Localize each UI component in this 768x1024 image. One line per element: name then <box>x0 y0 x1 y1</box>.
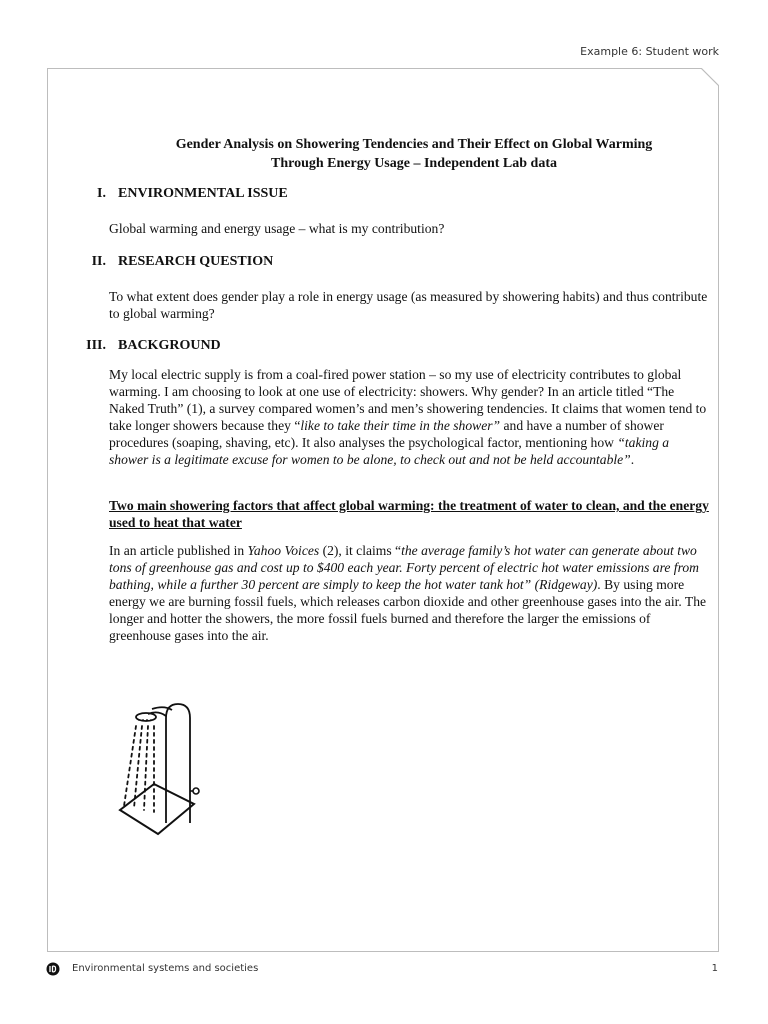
background-p2-text-a: In an article published in <box>109 543 248 558</box>
section-heading-research-question <box>76 254 273 270</box>
document-title <box>48 135 718 173</box>
section-number: II. <box>91 254 106 269</box>
document-header-label: Example 6: Student work <box>580 45 719 58</box>
background-p2-text-e: . By using more energy we are burning fossil fuels, which releases carbon dioxide and other greenhouse gases into the air. The longer and hotter the showers, the more fossil fuels burned and therefore the larger the emissions of greenhouse gases into the air. <box>109 577 707 643</box>
quote-take-time: like to take their time in the shower” <box>300 418 501 433</box>
section-heading-environmental-issue <box>76 186 288 202</box>
background-p1-text-e: . <box>630 452 635 467</box>
section-heading-background <box>76 338 221 354</box>
footer-course-name: Environmental systems and societies <box>72 963 259 974</box>
section-number: I. <box>97 186 106 201</box>
shower-icon <box>116 696 206 851</box>
quote-hot-water: the average family’s hot water can generate about two tons of greenhouse gas and cost up to $400 each year. Forty percent of electric hot water emissions are from bathing, while a further 30 percent are simply to keep the hot water tank hot” (Ridgeway) <box>109 543 699 592</box>
source-yahoo-voices: Yahoo Voices <box>247 543 320 558</box>
section-title: RESEARCH QUESTION <box>118 254 274 269</box>
page-number: 1 <box>711 963 718 974</box>
section-title: BACKGROUND <box>118 338 221 353</box>
background-paragraph-2 <box>109 542 709 644</box>
section-title: ENVIRONMENTAL ISSUE <box>118 186 288 201</box>
issue-text: Global warming and energy usage – what is my contribution? <box>109 221 445 236</box>
background-paragraph-1 <box>109 366 709 468</box>
background-p2-text-c: (2), it claims “ <box>319 543 402 558</box>
background-p1-text-a: My local electric supply is from a coal-fired power station – so my use of electricity contributes to global warming. I am choosing to look at one use of electricity: showers. Why gender? In an article titled “The Naked Truth” (1), a survey compared women’s and men’s showering tendencies. It claims that women tend to take longer showers because they “ <box>109 367 707 433</box>
background-p1-text-c: and have a number of shower procedures (soaping, shaving, etc). It also analyses the psychological factor, mentioning how <box>109 418 664 450</box>
ib-logo-icon <box>46 962 60 976</box>
research-question-text: To what extent does gender play a role in energy usage (as measured by showering habits) and thus contribute to global warming? <box>109 289 708 321</box>
folded-corner-icon <box>701 68 719 86</box>
title-line-1: Gender Analysis on Showering Tendencies and Their Effect on Global Warming <box>175 137 653 152</box>
background-subheading: Two main showering factors that affect global warming: the treatment of water to clean, and the energy used to heat that water <box>109 498 709 530</box>
section-number: III. <box>86 338 106 353</box>
quote-excuse: “taking a shower is a legitimate excuse for women to be alone, to check out and not be held accountable” <box>109 435 670 467</box>
title-line-2: Through Energy Usage – Independent Lab data <box>270 156 558 171</box>
page-frame <box>47 68 719 952</box>
